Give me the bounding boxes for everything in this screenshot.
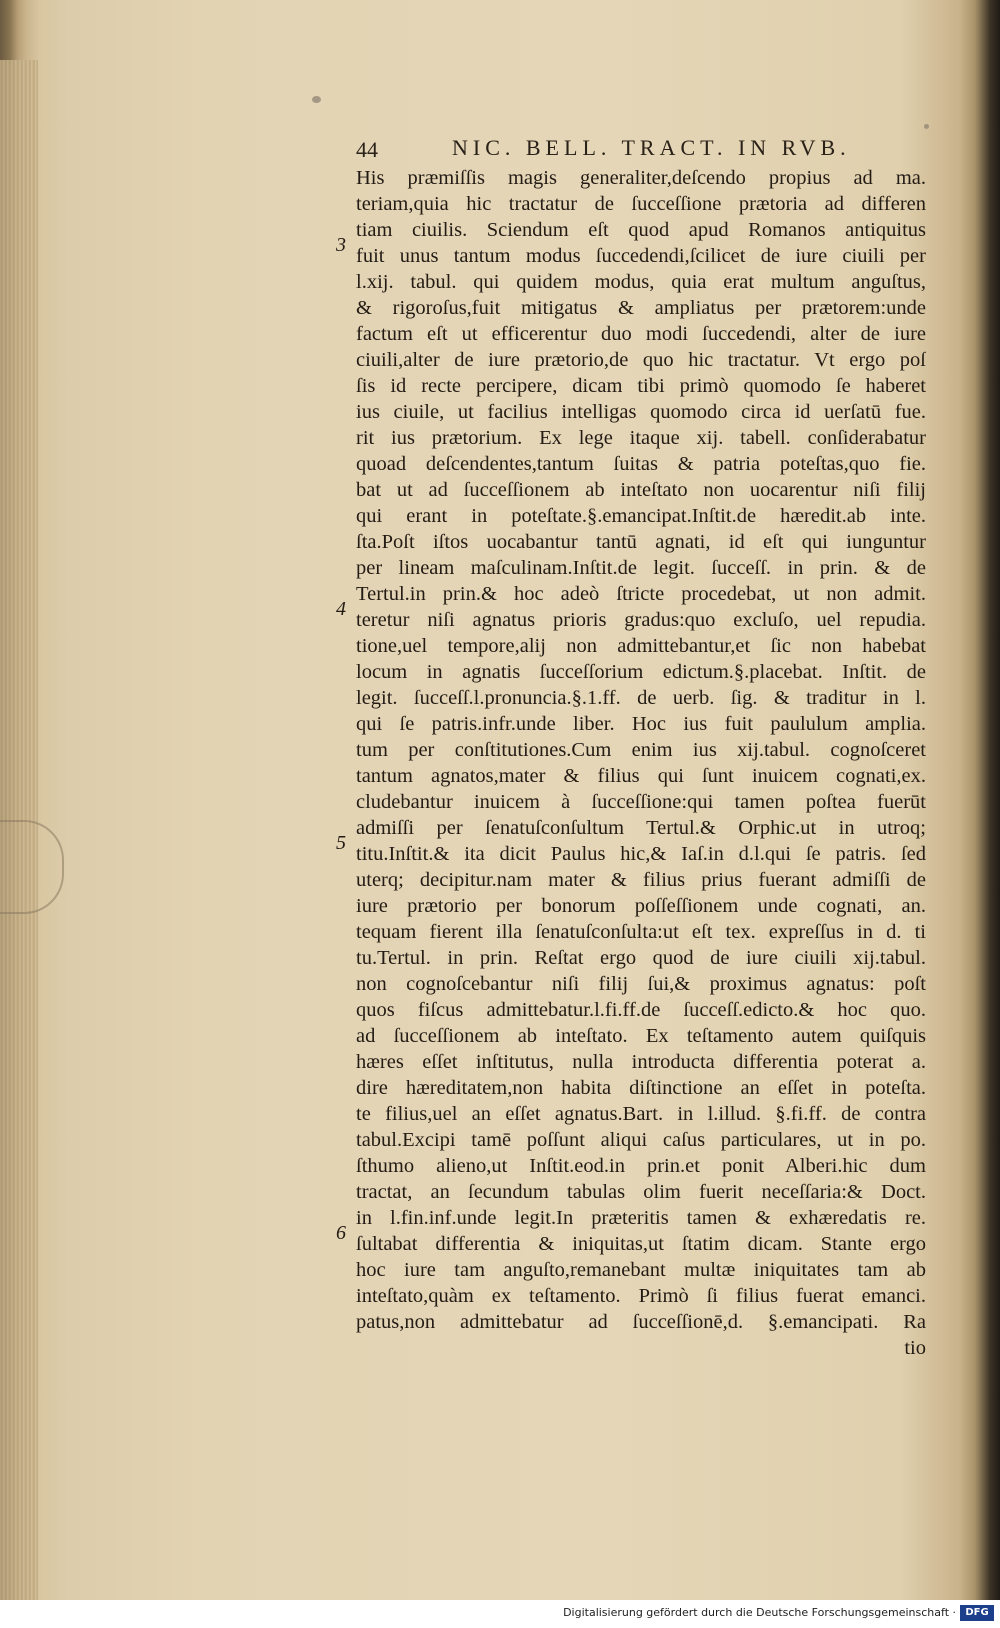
text-line: teriam,quia hic tractatur de ſucceſſione prætoria ad differen bbox=[356, 193, 926, 215]
text-line: admiſſi per ſenatuſconſultum Tertul.& Orphic.ut in utroq; bbox=[356, 817, 926, 839]
text-line: tione,uel tempore,alij non admittebantur,et ſic non habebat bbox=[356, 635, 926, 657]
text-line: iure prætorio per bonorum poſſeſſionem unde cognati, an. bbox=[356, 895, 926, 917]
page-number: 44 bbox=[356, 137, 378, 162]
ink-spot bbox=[312, 96, 321, 103]
catchword: tio bbox=[904, 1337, 926, 1359]
text-line: legit. ſucceſſ.l.pronuncia.§.1.ff. de uerb. ſig. & traditur in l. bbox=[356, 687, 926, 709]
text-line: patus,non admittebatur ad ſucceſſionē,d. §.emancipati. Ra bbox=[356, 1311, 926, 1333]
body-text bbox=[356, 165, 926, 1361]
text-line: tequam fierent illa ſenatuſconſulta:ut eſt tex. expreſſus in d. ti bbox=[356, 921, 926, 943]
text-line: rit ius prætorium. Ex lege itaque xij. tabell. conſiderabatur bbox=[356, 427, 926, 449]
text-line: ſta.Poſt iſtos uocabantur tantū agnati, id eſt qui iunguntur bbox=[356, 531, 926, 553]
text-line: qui ſe patris.infr.unde liber. Hoc ius fuit paululum amplia. bbox=[356, 713, 926, 735]
text-line: cludebantur inuicem à ſucceſſione:qui tamen poſtea fuerūt bbox=[356, 791, 926, 813]
text-line: uterq; decipitur.nam mater & filius prius fuerant admiſſi de bbox=[356, 869, 926, 891]
text-line: ſultabat differentia & iniquitas,ut ſtatim dicam. Stante ergo bbox=[356, 1233, 926, 1255]
dfg-logo: DFG bbox=[960, 1605, 994, 1621]
marginal-number: 5 bbox=[336, 832, 346, 854]
text-line: fuit unus tantum modus ſuccedendi,ſcilicet de iure ciuili per bbox=[356, 245, 926, 267]
text-line: teretur niſi agnatus prioris gradus:quo excluſo, uel repudia. bbox=[356, 609, 926, 631]
marginal-number: 6 bbox=[336, 1222, 346, 1244]
text-line: tu.Tertul. in prin. Reſtat ergo quod de iure ciuili xij.tabul. bbox=[356, 947, 926, 969]
text-line: qui erant in poteſtate.§.emancipat.Inſtit.de hæredit.ab inte. bbox=[356, 505, 926, 527]
text-line: locum in agnatis ſucceſſorium edictum.§.placebat. Inſtit. de bbox=[356, 661, 926, 683]
text-line: tractat, an ſecundum tabulas olim fuerit neceſſaria:& Doct. bbox=[356, 1181, 926, 1203]
text-line: tabul.Excipi tamē poſſunt aliqui caſus particulares, ut in po. bbox=[356, 1129, 926, 1151]
marginal-number: 3 bbox=[336, 234, 346, 256]
text-line: in l.fin.inf.unde legit.In præteritis tamen & exhæredatis re. bbox=[356, 1207, 926, 1229]
ink-spot bbox=[924, 124, 929, 129]
text-line: bat ut ad ſucceſſionem ab inteſtato non uocarentur niſi filij bbox=[356, 479, 926, 501]
text-line: tantum agnatos,mater & filius qui ſunt inuicem cognati,ex. bbox=[356, 765, 926, 787]
text-line: hoc iure tam anguſto,remanebant multæ iniquitates tam ab bbox=[356, 1259, 926, 1281]
running-title: NIC. BELL. TRACT. IN RVB. bbox=[452, 135, 851, 160]
clip-mark bbox=[0, 820, 64, 914]
text-line: dire hæreditatem,non habita diſtinctione an eſſet in poteſta. bbox=[356, 1077, 926, 1099]
footer-credit: Digitalisierung gefördert durch die Deutsche Forschungsgemeinschaft · bbox=[563, 1606, 956, 1619]
marginal-number: 4 bbox=[336, 598, 346, 620]
text-line: inteſtato,quàm ex teſtamento. Primò ſi filius fuerat emanci. bbox=[356, 1285, 926, 1307]
text-line: His præmiſſis magis generaliter,deſcendo propius ad ma. bbox=[356, 167, 926, 189]
footer-bar bbox=[0, 1600, 1000, 1628]
text-line: hæres eſſet inſtitutus, nulla introducta differentia poterat a. bbox=[356, 1051, 926, 1073]
text-line: factum eſt ut efficerentur duo modi ſuccedendi, alter de iure bbox=[356, 323, 926, 345]
text-line: ius ciuile, ut facilius intelligas quomodo circa id uerſatū fue. bbox=[356, 401, 926, 423]
text-line: ciuili,alter de iure prætorio,de quo hic tractatur. Vt ergo poſ bbox=[356, 349, 926, 371]
text-line: & rigoroſus,fuit mitigatus & ampliatus per prætorem:unde bbox=[356, 297, 926, 319]
text-line: ad ſucceſſionem ab inteſtato. Ex teſtamento autem quiſquis bbox=[356, 1025, 926, 1047]
running-header bbox=[356, 135, 956, 165]
text-line: per lineam maſculinam.Inſtit.de legit. ſucceſſ. in prin. & de bbox=[356, 557, 926, 579]
text-line: te filius,uel an eſſet agnatus.Bart. in l.illud. §.fi.ff. de contra bbox=[356, 1103, 926, 1125]
text-line: tiam ciuilis. Sciendum eſt quod apud Romanos antiquitus bbox=[356, 219, 926, 241]
text-line: non cognoſcebantur niſi filij ſui,& proximus agnatus: poſt bbox=[356, 973, 926, 995]
text-line: l.xij. tabul. qui quidem modus, quia erat multum anguſtus, bbox=[356, 271, 926, 293]
text-line: titu.Inſtit.& ita dicit Paulus hic,& Iaſ.in d.l.qui ſe patris. ſed bbox=[356, 843, 926, 865]
text-line: quos fiſcus admittebatur.l.fi.ff.de ſucceſſ.edicto.& hoc quo. bbox=[356, 999, 926, 1021]
text-line: ſis id recte percipere, dicam tibi primò quomodo ſe haberet bbox=[356, 375, 926, 397]
text-line: ſthumo alieno,ut Inſtit.eod.in prin.et ponit Alberi.hic dum bbox=[356, 1155, 926, 1177]
text-line: tum per conſtitutiones.Cum enim ius xij.tabul. cognoſceret bbox=[356, 739, 926, 761]
text-line: Tertul.in prin.& hoc adeò ſtricte procedebat, ut non admit. bbox=[356, 583, 926, 605]
text-line: quoad deſcendentes,tantum ſuitas & patria poteſtas,quo fie. bbox=[356, 453, 926, 475]
